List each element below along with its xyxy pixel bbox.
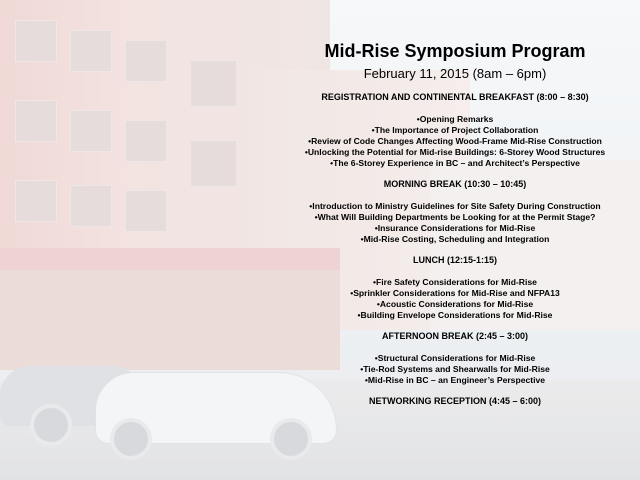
program-item: •Mid-Rise Costing, Scheduling and Integration xyxy=(360,234,550,244)
program-item: •Sprinkler Considerations for Mid-Rise and NFPA13 xyxy=(350,288,560,298)
section-registration: REGISTRATION AND CONTINENTAL BREAKFAST (8:00 – 8:30) xyxy=(321,92,589,102)
section-lunch: LUNCH (12:15-1:15) xyxy=(412,255,498,265)
program-content xyxy=(270,40,640,407)
window xyxy=(125,40,167,82)
program-item: •The Importance of Project Collaboration xyxy=(371,125,539,135)
window xyxy=(70,185,112,227)
page-title: Mid-Rise Symposium Program xyxy=(324,41,586,61)
program-item: •Opening Remarks xyxy=(416,114,494,124)
program-item: •What Will Building Departments be Looking for at the Permit Stage? xyxy=(314,212,596,222)
window xyxy=(190,60,237,107)
program-item: •The 6-Storey Experience in BC – and Architect’s Perspective xyxy=(330,158,580,168)
program-item: •Building Envelope Considerations for Mid-Rise xyxy=(357,310,553,320)
program-item: •Mid-Rise in BC – an Engineer’s Perspective xyxy=(364,375,546,385)
car-wheel xyxy=(110,418,152,460)
section-networking: NETWORKING RECEPTION (4:45 – 6:00) xyxy=(368,396,542,406)
window xyxy=(125,190,167,232)
window xyxy=(190,140,237,187)
car-wheel xyxy=(270,418,312,460)
program-item: •Fire Safety Considerations for Mid-Rise xyxy=(373,277,537,287)
window xyxy=(15,20,57,62)
section-afternoon-break: AFTERNOON BREAK (2:45 – 3:00) xyxy=(381,331,529,341)
car-wheel xyxy=(30,404,72,446)
program-item: •Unlocking the Potential for Mid-rise Buildings: 6-Storey Wood Structures xyxy=(304,147,606,157)
window xyxy=(70,30,112,72)
program-item: •Structural Considerations for Mid-Rise xyxy=(374,353,536,363)
window xyxy=(15,180,57,222)
window xyxy=(125,120,167,162)
program-item: •Insurance Considerations for Mid-Rise xyxy=(374,223,536,233)
section-morning-break: MORNING BREAK (10:30 – 10:45) xyxy=(383,179,527,189)
program-item: •Review of Code Changes Affecting Wood-Frame Mid-Rise Construction xyxy=(308,136,602,146)
window xyxy=(15,100,57,142)
program-item: •Tie-Rod Systems and Shearwalls for Mid-Rise xyxy=(360,364,550,374)
event-date: February 11, 2015 (8am – 6pm) xyxy=(363,66,547,81)
program-item: •Introduction to Ministry Guidelines for Site Safety During Construction xyxy=(309,201,601,211)
program-item: •Acoustic Considerations for Mid-Rise xyxy=(376,299,534,309)
window xyxy=(70,110,112,152)
